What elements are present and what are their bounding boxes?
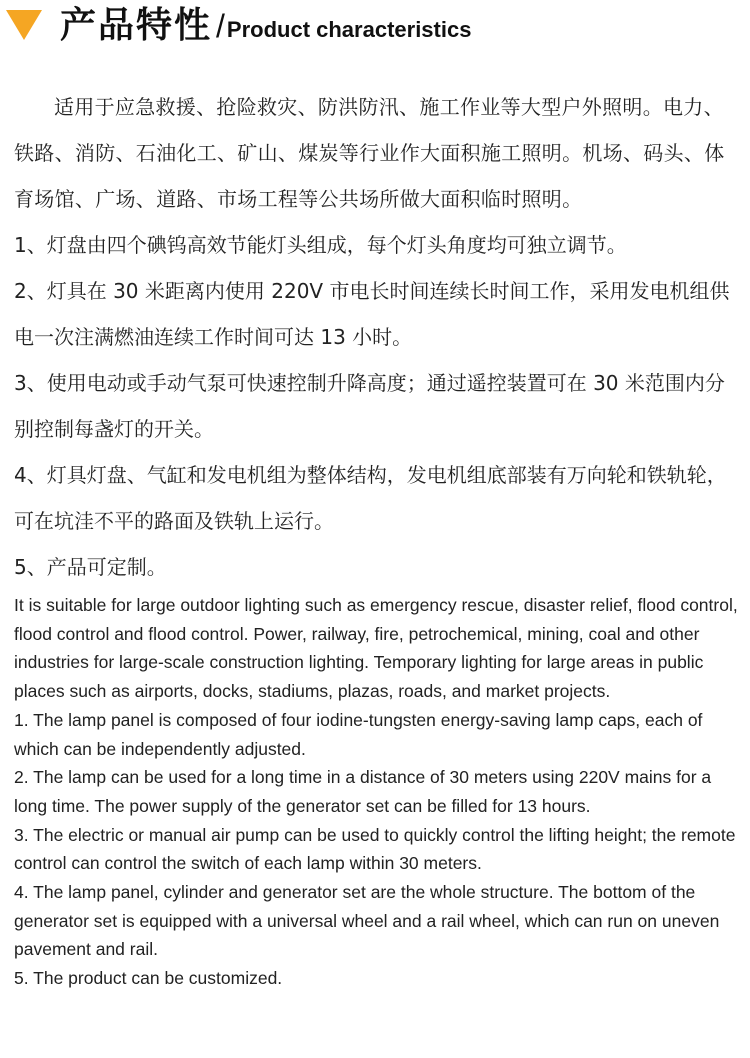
chinese-feature-item-5: 5、产品可定制。 (14, 555, 167, 579)
english-feature-item-4: 4. The lamp panel, cylinder and generator set are the whole structure. The bottom of the generator set is equipped with a universal wheel and a rail wheel, which can run on uneven pavement and rail. (14, 882, 720, 960)
triangle-down-icon (6, 10, 42, 40)
chinese-intro-paragraph: 适用于应急救援、抢险救灾、防洪防汛、施工作业等大型户外照明。电力、铁路、消防、石油化工、矿山、煤炭等行业作大面积施工照明。机场、码头、体育场馆、广场、道路、市场工程等公共场所做大面积临时照明。 (14, 95, 725, 211)
english-feature-item-3: 3. The electric or manual air pump can be used to quickly control the lifting height; the remote control can control the switch of each lamp within 30 meters. (14, 824, 736, 874)
english-intro-paragraph: It is suitable for large outdoor lighting such as emergency rescue, disaster relief, flood control, flood control and flood control. Power, railway, fire, petrochemical, mining, coal and other industries for large-scale construction lighting. Temporary lighting for large areas in public places such as airports, docks, stadiums, plazas, roads, and market projects. (14, 595, 738, 702)
title-separator: / (216, 8, 225, 44)
section-title (60, 2, 471, 57)
title-chinese: 产品特性 (60, 5, 213, 46)
section-header (0, 0, 750, 56)
chinese-feature-item-3: 3、使用电动或手动气泵可快速控制升降高度；通过遥控装置可在 30 米范围内分别控制每盏灯的开关。 (14, 371, 725, 441)
chinese-feature-item-4: 4、灯具灯盘、气缸和发电机组为整体结构，发电机组底部装有万向轮和铁轨轮，可在坑洼不平的路面及铁轨上运行。 (14, 463, 727, 533)
english-description (14, 591, 738, 993)
english-feature-item-1: 1. The lamp panel is composed of four iodine-tungsten energy-saving lamp caps, each of which can be independently adjusted. (14, 709, 703, 759)
chinese-feature-item-1: 1、灯盘由四个碘钨高效节能灯头组成，每个灯头角度均可独立调节。 (14, 233, 627, 257)
title-english: Product characteristics (226, 17, 472, 42)
chinese-description (14, 84, 738, 590)
english-feature-item-2: 2. The lamp can be used for a long time in a distance of 30 meters using 220V mains for a long time. The power supply of the generator set can be filled for 13 hours. (14, 767, 712, 816)
chinese-feature-item-2: 2、灯具在 30 米距离内使用 220V 市电长时间连续长时间工作，采用发电机组供电一次注满燃油连续工作时间可达 13 小时。 (14, 279, 730, 349)
english-feature-item-5: 5. The product can be customized. (14, 968, 283, 989)
